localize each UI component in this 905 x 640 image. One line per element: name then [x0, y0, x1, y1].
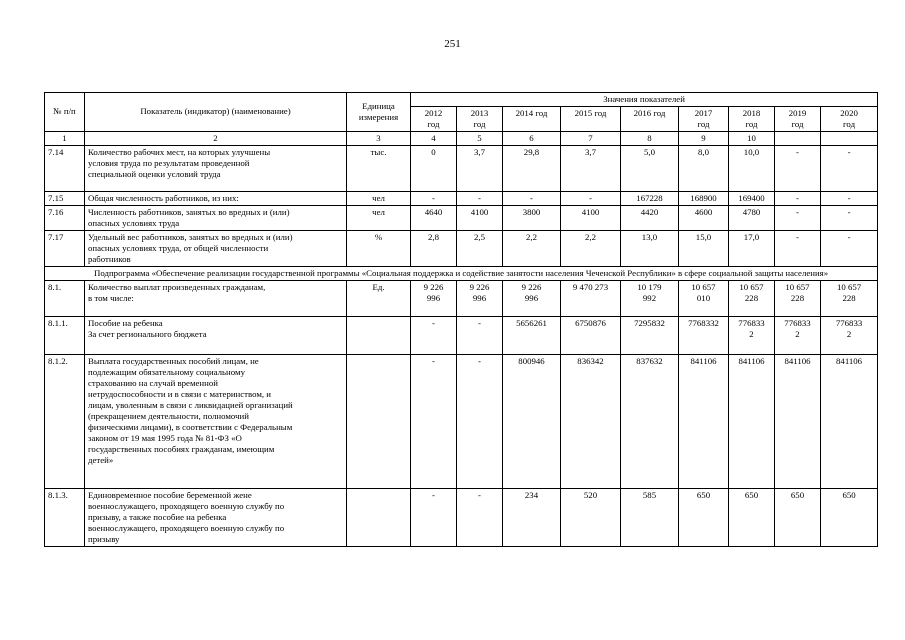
row-value: 650: [821, 488, 878, 546]
header-column-number: 1: [45, 131, 85, 145]
header-unit: Единица измерения: [347, 93, 411, 132]
row-value: 776833 2: [821, 316, 878, 354]
row-value: 0: [411, 145, 457, 191]
row-value: 2,2: [503, 230, 561, 266]
subprogram-row: [45, 266, 878, 280]
row-value: -: [411, 488, 457, 546]
row-label: Общая численность работников, из них:: [85, 191, 347, 205]
row-value: 5656261: [503, 316, 561, 354]
row-value: 13,0: [621, 230, 679, 266]
row-value: 9 470 273: [561, 280, 621, 316]
row-unit: %: [347, 230, 411, 266]
row-value: 10 657 228: [821, 280, 878, 316]
row-label: Численность работников, занятых во вредных и (или) опасных условиях труда: [85, 205, 347, 230]
header-year-cell: 2020 год: [821, 106, 878, 131]
header-year-cell: 2016 год: [621, 106, 679, 131]
row-number: 7.15: [45, 191, 85, 205]
header-year-cell: 2015 год: [561, 106, 621, 131]
table-row: [45, 145, 878, 191]
row-value: 29,8: [503, 145, 561, 191]
row-number: 8.1.2.: [45, 354, 85, 488]
row-number: 7.14: [45, 145, 85, 191]
row-value: -: [457, 316, 503, 354]
header-column-number: 10: [729, 131, 775, 145]
rows-section-8: [45, 280, 878, 546]
row-unit: чел: [347, 191, 411, 205]
header-year-cell: 2017 год: [679, 106, 729, 131]
row-value: 2,8: [411, 230, 457, 266]
row-value: -: [821, 191, 878, 205]
row-unit: Ед.: [347, 280, 411, 316]
row-value: 169400: [729, 191, 775, 205]
row-number: 7.17: [45, 230, 85, 266]
header-column-number: 9: [679, 131, 729, 145]
row-value: -: [457, 191, 503, 205]
row-value: 15,0: [679, 230, 729, 266]
row-value: 776833 2: [729, 316, 775, 354]
header-column-number: 5: [457, 131, 503, 145]
indicators-table: [44, 92, 878, 547]
row-number: 8.1.3.: [45, 488, 85, 546]
row-value: -: [561, 191, 621, 205]
row-value: 6750876: [561, 316, 621, 354]
row-value: 17,0: [729, 230, 775, 266]
row-value: -: [775, 191, 821, 205]
header-column-number: 8: [621, 131, 679, 145]
row-value: 5,0: [621, 145, 679, 191]
row-number: 8.1.: [45, 280, 85, 316]
row-value: 776833 2: [775, 316, 821, 354]
row-value: 4640: [411, 205, 457, 230]
row-value: 9 226 996: [411, 280, 457, 316]
header-values-group: Значения показателей: [411, 93, 878, 107]
row-value: 650: [679, 488, 729, 546]
row-value: -: [457, 488, 503, 546]
row-label: Выплата государственных пособий лицам, не подлежащим обязательному социальному страхованию на случай временной нетрудоспособности и в связи с материнством, и лицам, уволенным в связи с ликвидацией организаций (прекращением деятельности, полномочий физическими лицами), в соответствии с Федеральным законом от 19 мая 1995 года № 81-ФЗ «О государственных пособиях гражданам, имеющим детей»: [85, 354, 347, 488]
header-column-number: [775, 131, 821, 145]
header-year-cell: 2018 год: [729, 106, 775, 131]
row-value: 3800: [503, 205, 561, 230]
row-value: 10 657 010: [679, 280, 729, 316]
row-label: Количество выплат произведенных гражданам, в том числе:: [85, 280, 347, 316]
row-value: 7295832: [621, 316, 679, 354]
row-number: 7.16: [45, 205, 85, 230]
row-value: 4780: [729, 205, 775, 230]
row-value: 4100: [457, 205, 503, 230]
row-label: Количество рабочих мест, на которых улучшены условия труда по результатам проведенной специальной оценки условий труда: [85, 145, 347, 191]
row-unit: [347, 488, 411, 546]
row-label: Удельный вес работников, занятых во вредных и (или) опасных условиях труда, от общей численности работников: [85, 230, 347, 266]
row-value: 7768332: [679, 316, 729, 354]
row-value: 2,2: [561, 230, 621, 266]
row-unit: [347, 354, 411, 488]
row-value: 10 657 228: [775, 280, 821, 316]
row-label: Пособие на ребенка За счет регионального бюджета: [85, 316, 347, 354]
row-value: 234: [503, 488, 561, 546]
row-value: -: [775, 205, 821, 230]
row-value: 4100: [561, 205, 621, 230]
row-value: 4600: [679, 205, 729, 230]
row-value: -: [775, 145, 821, 191]
row-value: -: [775, 230, 821, 266]
header-column-number: 3: [347, 131, 411, 145]
rows-section-7: [45, 145, 878, 266]
row-value: -: [411, 316, 457, 354]
row-value: 10,0: [729, 145, 775, 191]
table-header: [45, 93, 878, 146]
row-value: 4420: [621, 205, 679, 230]
row-value: -: [821, 145, 878, 191]
table-row: [45, 488, 878, 546]
header-column-number: 4: [411, 131, 457, 145]
table-row: [45, 230, 878, 266]
table-row: [45, 354, 878, 488]
row-value: 841106: [679, 354, 729, 488]
row-value: -: [457, 354, 503, 488]
header-column-numbers-row: [45, 131, 878, 145]
table-row: [45, 280, 878, 316]
row-value: 168900: [679, 191, 729, 205]
row-value: -: [503, 191, 561, 205]
row-value: 8,0: [679, 145, 729, 191]
row-value: 3,7: [561, 145, 621, 191]
row-value: 10 179 992: [621, 280, 679, 316]
row-value: 841106: [729, 354, 775, 488]
row-value: -: [821, 230, 878, 266]
row-value: 167228: [621, 191, 679, 205]
row-value: 9 226 996: [457, 280, 503, 316]
row-value: 841106: [775, 354, 821, 488]
table-row: [45, 191, 878, 205]
row-number: 8.1.1.: [45, 316, 85, 354]
header-column-number: [821, 131, 878, 145]
row-value: -: [411, 191, 457, 205]
row-unit: тыс.: [347, 145, 411, 191]
row-value: 841106: [821, 354, 878, 488]
row-unit: [347, 316, 411, 354]
row-label: Единовременное пособие беременной жене военнослужащего, проходящего военную службу по призыву, а также пособие на ребенка военнослужащего, проходящего военную службу по призыву: [85, 488, 347, 546]
header-indicator: Показатель (индикатор) (наименование): [85, 93, 347, 132]
header-column-number: 7: [561, 131, 621, 145]
table-row: [45, 316, 878, 354]
row-value: 650: [729, 488, 775, 546]
header-column-number: 6: [503, 131, 561, 145]
row-value: -: [821, 205, 878, 230]
header-year-cell: 2013 год: [457, 106, 503, 131]
row-value: 650: [775, 488, 821, 546]
row-value: -: [411, 354, 457, 488]
row-value: 837632: [621, 354, 679, 488]
table-row: [45, 205, 878, 230]
subprogram-section: [45, 266, 878, 280]
row-unit: чел: [347, 205, 411, 230]
header-column-number: 2: [85, 131, 347, 145]
header-year-cell: 2019 год: [775, 106, 821, 131]
page-number: 251: [444, 38, 461, 50]
row-value: 520: [561, 488, 621, 546]
header-year-cell: 2014 год: [503, 106, 561, 131]
row-value: 10 657 228: [729, 280, 775, 316]
row-value: 3,7: [457, 145, 503, 191]
row-value: 585: [621, 488, 679, 546]
row-value: 836342: [561, 354, 621, 488]
header-num: № п/п: [45, 93, 85, 132]
row-value: 2,5: [457, 230, 503, 266]
header-year-cell: 2012 год: [411, 106, 457, 131]
row-value: 800946: [503, 354, 561, 488]
subprogram-title: Подпрограмма «Обеспечение реализации государственной программы «Социальная поддержка и содействие занятости населения Чеченской Республики» в сфере социальной защиты населения»: [45, 266, 878, 280]
row-value: 9 226 996: [503, 280, 561, 316]
